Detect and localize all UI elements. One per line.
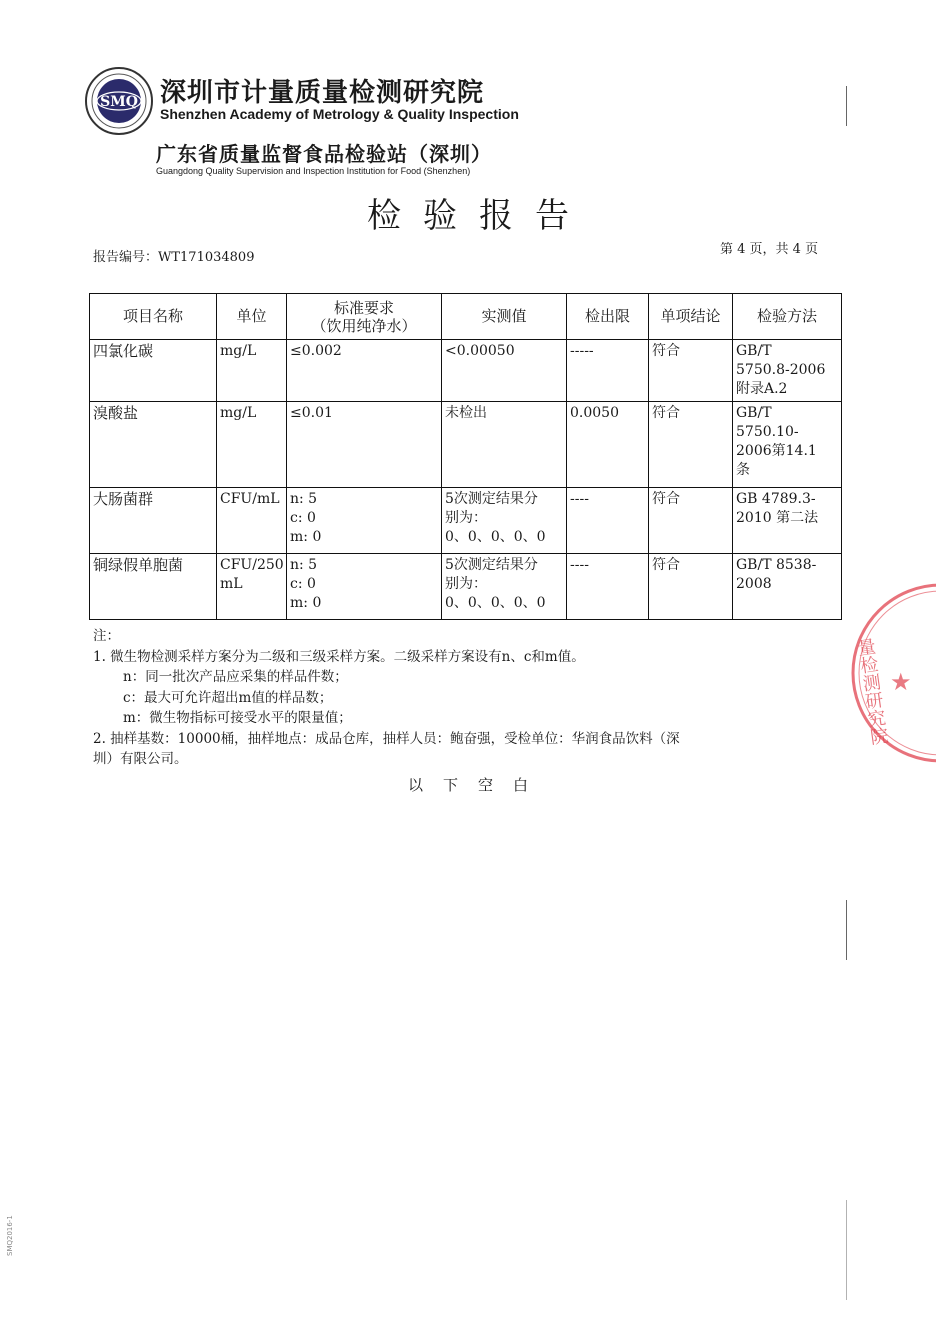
cell-method: GB/T 5750.8-2006 附录A.2 bbox=[733, 340, 842, 402]
edge-mark bbox=[846, 86, 847, 126]
header-standard: 标准要求 （饮用纯净水） bbox=[287, 294, 442, 340]
notes-label: 注： bbox=[93, 628, 120, 644]
cell-conclusion: 符合 bbox=[649, 488, 733, 554]
note-c: c：最大可允许超出m值的样品数； bbox=[123, 689, 333, 706]
cell-unit: mg/L bbox=[217, 402, 287, 488]
table-row bbox=[90, 340, 842, 402]
smq-logo bbox=[84, 66, 154, 136]
edge-mark bbox=[846, 900, 847, 960]
cell-measured: 5次测定结果分 别为： 0、0、0、0、0 bbox=[442, 554, 567, 620]
cell-unit: CFU/mL bbox=[217, 488, 287, 554]
table-row bbox=[90, 402, 842, 488]
header-limit: 检出限 bbox=[567, 294, 649, 340]
cell-item: 铜绿假单胞菌 bbox=[90, 554, 217, 620]
report-number: 报告编号：WT171034809 bbox=[93, 250, 255, 265]
results-table bbox=[89, 293, 842, 620]
table-row bbox=[90, 554, 842, 620]
header-conclusion: 单项结论 bbox=[649, 294, 733, 340]
org-name-cn: 深圳市计量质量检测研究院 bbox=[160, 78, 485, 108]
table-row bbox=[90, 488, 842, 554]
cell-method: GB 4789.3- 2010 第二法 bbox=[733, 488, 842, 554]
cell-limit: 0.0050 bbox=[567, 402, 649, 488]
svg-text:★: ★ bbox=[890, 668, 912, 696]
station-name-cn: 广东省质量监督食品检验站（深圳） bbox=[156, 142, 492, 166]
header-method: 检验方法 bbox=[733, 294, 842, 340]
header-measured: 实测值 bbox=[442, 294, 567, 340]
logo-text: SMQ bbox=[100, 94, 138, 110]
cell-standard: n: 5 c: 0 m: 0 bbox=[287, 488, 442, 554]
page-title: 检验报告 bbox=[367, 196, 591, 236]
cell-measured: 5次测定结果分 别为： 0、0、0、0、0 bbox=[442, 488, 567, 554]
form-code: SMQ2016-1 bbox=[6, 1215, 14, 1256]
note-1: 1. 微生物检测采样方案分为二级和三级采样方案。二级采样方案设有n、c和m值。 bbox=[93, 648, 585, 665]
table-header-row bbox=[90, 294, 842, 340]
cell-conclusion: 符合 bbox=[649, 402, 733, 488]
cell-standard: ≤0.002 bbox=[287, 340, 442, 402]
cell-measured: <0.00050 bbox=[442, 340, 567, 402]
cell-measured: 未检出 bbox=[442, 402, 567, 488]
edge-mark bbox=[846, 1200, 847, 1300]
cell-item: 四氯化碳 bbox=[90, 340, 217, 402]
cell-limit: ---- bbox=[567, 554, 649, 620]
header-unit: 单位 bbox=[217, 294, 287, 340]
cell-limit: ---- bbox=[567, 488, 649, 554]
blank-below-marker: 以下空白 bbox=[407, 776, 548, 794]
org-name-en: Shenzhen Academy of Metrology & Quality Inspection bbox=[160, 106, 519, 122]
header-item: 项目名称 bbox=[90, 294, 217, 340]
note-m: m：微生物指标可接受水平的限量值； bbox=[123, 710, 352, 726]
cell-standard: n: 5 c: 0 m: 0 bbox=[287, 554, 442, 620]
page-number: 第 4 页，共 4 页 bbox=[720, 242, 819, 257]
svg-text:量检测研究院: 量检测研究院 bbox=[853, 636, 890, 747]
cell-item: 溴酸盐 bbox=[90, 402, 217, 488]
cell-unit: CFU/250 mL bbox=[217, 554, 287, 620]
note-n: n：同一批次产品应采集的样品件数； bbox=[123, 669, 348, 685]
cell-method: GB/T 5750.10- 2006第14.1 条 bbox=[733, 402, 842, 488]
cell-conclusion: 符合 bbox=[649, 554, 733, 620]
note-2-cont: 圳）有限公司。 bbox=[93, 751, 188, 767]
cell-unit: mg/L bbox=[217, 340, 287, 402]
cell-standard: ≤0.01 bbox=[287, 402, 442, 488]
official-seal bbox=[846, 578, 936, 768]
note-2: 2. 抽样基数：10000桶，抽样地点：成品仓库，抽样人员：鲍奋强，受检单位：华润食品饮料（深 bbox=[93, 730, 680, 747]
cell-conclusion: 符合 bbox=[649, 340, 733, 402]
cell-method: GB/T 8538- 2008 bbox=[733, 554, 842, 620]
notes bbox=[93, 626, 853, 770]
cell-limit: ----- bbox=[567, 340, 649, 402]
cell-item: 大肠菌群 bbox=[90, 488, 217, 554]
station-name-en: Guangdong Quality Supervision and Inspection Institution for Food (Shenzhen) bbox=[156, 166, 471, 176]
